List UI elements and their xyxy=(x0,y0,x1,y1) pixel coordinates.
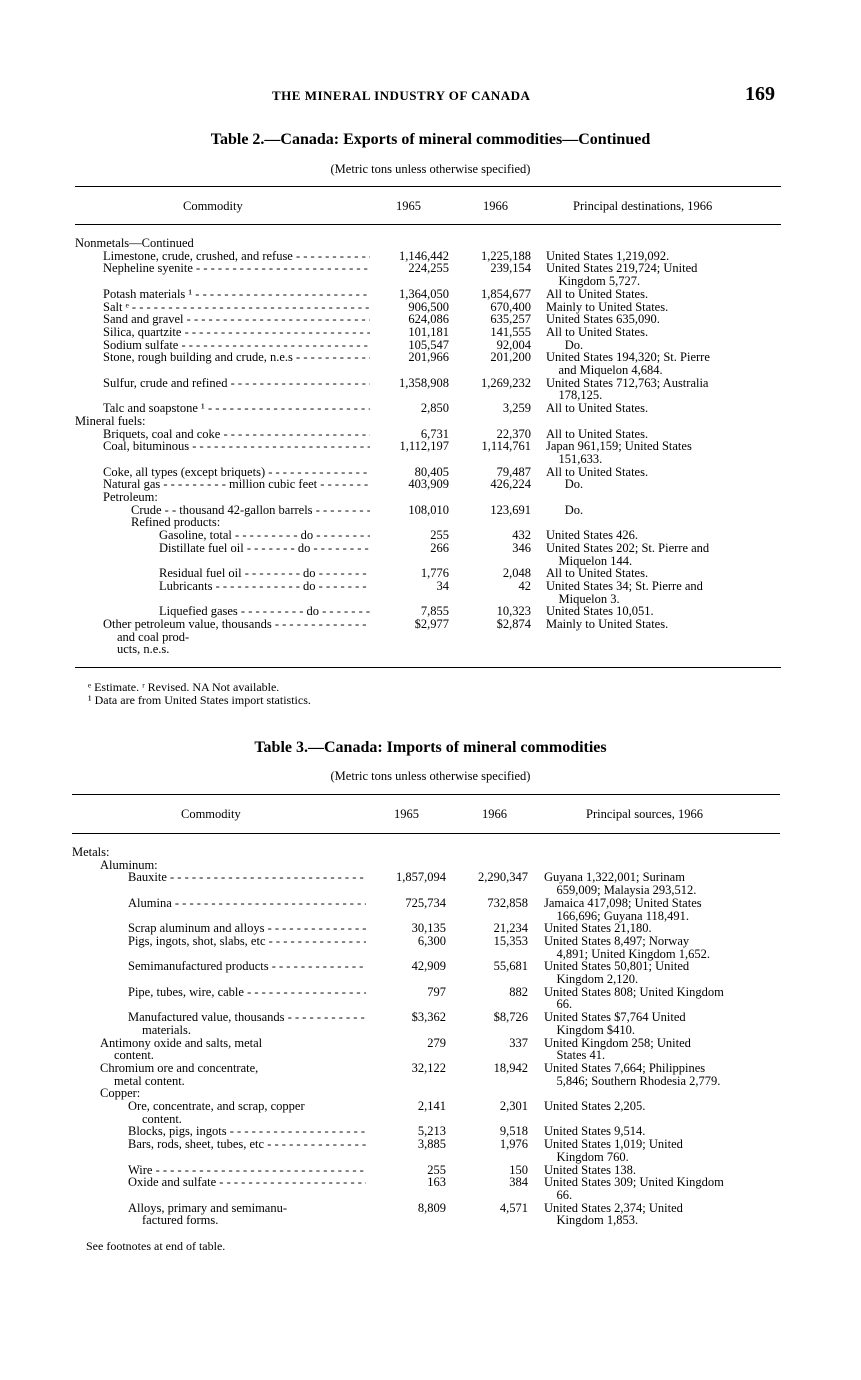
principal-destination: United States 808; United Kingdom xyxy=(544,984,724,999)
commodity-label: Chromium ore and concentrate, xyxy=(100,1060,259,1075)
commodity-label: Copper: xyxy=(100,1086,141,1101)
table-row xyxy=(0,643,861,656)
table-row xyxy=(0,377,861,390)
principal-destination: 166,696; Guyana 118,491. xyxy=(544,908,690,923)
table-row xyxy=(0,1024,861,1037)
principal-destination: 66. xyxy=(544,1187,573,1202)
commodity-label: Alumina - - - xyxy=(128,897,366,910)
value-1965: 2,141 xyxy=(417,1099,446,1113)
commodity-label: Pipe, tubes, wire, cable - - - xyxy=(128,986,366,999)
value-1965: 279 xyxy=(427,1035,446,1050)
value-1965: 1,364,050 xyxy=(399,286,449,301)
principal-destination: Kingdom 2,120. xyxy=(544,972,639,986)
principal-destination: Kingdom $410. xyxy=(544,1022,635,1037)
value-1966: 432 xyxy=(512,528,531,543)
principal-destination: Japan 961,159; United States xyxy=(546,439,692,454)
value-1966: $2,874 xyxy=(496,617,531,631)
value-1966: 42 xyxy=(518,578,531,593)
principal-destination: Kingdom 5,727. xyxy=(546,274,641,289)
commodity-label: Sand and gravel - - - xyxy=(103,313,370,326)
value-1966: 55,681 xyxy=(493,959,528,974)
commodity-label: content. xyxy=(114,1048,154,1063)
value-1966: 18,942 xyxy=(493,1060,528,1075)
principal-destination: Kingdom 760. xyxy=(544,1149,629,1164)
table2-col-destinations: Principal destinations, 1966 xyxy=(573,199,713,213)
commodity-label: Refined products: xyxy=(131,515,221,530)
table-row xyxy=(0,542,861,555)
value-1966: 1,225,188 xyxy=(481,248,531,263)
commodity-label: Ore, concentrate, and scrap, copper xyxy=(128,1099,305,1113)
principal-destination: United States 712,763; Australia xyxy=(546,375,709,390)
table-row xyxy=(0,567,861,580)
value-1966: 123,691 xyxy=(490,502,531,517)
value-1965: 725,734 xyxy=(405,895,446,910)
commodity-label: Stone, rough building and crude, n.e.s - - - xyxy=(103,351,370,364)
principal-destination: Mainly to United States. xyxy=(546,617,669,631)
commodity-label: content. xyxy=(142,1111,182,1126)
commodity-label: Lubricants - - - - - - - - - - - - do - - - xyxy=(159,580,370,593)
principal-destination: States 41. xyxy=(544,1048,606,1063)
value-1965: 8,809 xyxy=(417,1200,446,1215)
principal-destination: United States 9,514. xyxy=(544,1124,646,1139)
principal-destination: United States 10,051. xyxy=(546,604,654,619)
principal-destination: United States 50,801; United xyxy=(544,959,690,974)
commodity-label: Other petroleum value, thousands - - - xyxy=(103,618,370,631)
value-1965: 1,857,094 xyxy=(396,870,446,885)
principal-destination: All to United States. xyxy=(546,401,649,416)
value-1966: 79,487 xyxy=(496,464,531,479)
table-row xyxy=(0,935,861,948)
value-1965: 1,776 xyxy=(420,566,449,581)
table-row xyxy=(0,1100,861,1113)
table2-footnote-symbols: ᵉ Estimate. ʳ Revised. NA Not available. xyxy=(88,680,280,694)
value-1966: 141,555 xyxy=(490,324,531,339)
value-1966: 92,004 xyxy=(496,337,531,352)
value-1965: 3,885 xyxy=(417,1137,446,1152)
value-1966: 426,224 xyxy=(490,477,531,492)
commodity-label: Sulfur, crude and refined - - - xyxy=(103,377,370,390)
value-1965: 163 xyxy=(427,1175,446,1190)
principal-destination: Kingdom 1,853. xyxy=(544,1213,639,1228)
value-1965: 5,213 xyxy=(417,1124,446,1139)
commodity-label: Liquefied gases - - - - - - - - - do - - - xyxy=(159,605,370,618)
commodity-label: Nepheline syenite - - - xyxy=(103,262,370,275)
principal-destination: United States 1,019; United xyxy=(544,1137,683,1152)
value-1966: 2,290,347 xyxy=(478,870,528,885)
table2-footnote-1: ¹ Data are from United States import statistics. xyxy=(88,693,311,707)
table-row xyxy=(0,504,861,517)
value-1965: 224,255 xyxy=(408,261,449,276)
principal-destination: Guyana 1,322,001; Surinam xyxy=(544,870,685,885)
principal-destination: All to United States. xyxy=(546,324,649,339)
principal-destination: Miquelon 144. xyxy=(546,553,633,568)
commodity-label: Distillate fuel oil - - - - - - - do - - - xyxy=(159,542,370,555)
value-1966: 21,234 xyxy=(493,921,528,936)
principal-destination: Mainly to United States. xyxy=(546,299,669,314)
commodity-label: Salt ᵉ - - - xyxy=(103,301,370,314)
value-1965: 1,358,908 xyxy=(399,375,449,390)
table2-col-1965: 1965 xyxy=(396,199,421,213)
value-1965: 624,086 xyxy=(408,312,449,327)
principal-destination: 151,633. xyxy=(546,451,603,466)
value-1965: 6,300 xyxy=(417,933,446,948)
principal-destination: All to United States. xyxy=(546,286,649,301)
value-1965: 201,966 xyxy=(408,350,449,365)
commodity-label: Potash materials ¹ - - - xyxy=(103,288,370,301)
value-1966: 15,353 xyxy=(493,933,528,948)
commodity-label: Crude - - thousand 42-gallon barrels - - - xyxy=(131,504,370,517)
table3-header-rule xyxy=(72,833,780,834)
value-1966: 9,518 xyxy=(499,1124,528,1139)
commodity-label: metal content. xyxy=(114,1073,185,1088)
table-row xyxy=(0,1214,861,1227)
commodity-label: ucts, n.e.s. xyxy=(117,642,170,657)
value-1965: 2,850 xyxy=(420,401,449,416)
principal-destination: United Kingdom 258; United xyxy=(544,1035,691,1050)
principal-destination: United States 34; St. Pierre and xyxy=(546,578,703,593)
table-row xyxy=(0,440,861,453)
table-row xyxy=(0,1011,861,1024)
value-1966: $8,726 xyxy=(493,1010,528,1025)
table3-col-sources: Principal sources, 1966 xyxy=(586,807,703,821)
table-row xyxy=(0,897,861,910)
principal-destination: Jamaica 417,098; United States xyxy=(544,895,702,910)
commodity-label: Nonmetals—Continued xyxy=(75,236,194,250)
principal-destination: 178,125. xyxy=(546,388,603,403)
principal-destination: Do. xyxy=(546,337,584,352)
principal-destination: 5,846; Southern Rhodesia 2,779. xyxy=(544,1073,721,1088)
value-1966: 346 xyxy=(512,540,531,555)
commodity-label: Pigs, ingots, shot, slabs, etc - - - xyxy=(128,935,366,948)
value-1965: 906,500 xyxy=(408,299,449,314)
commodity-label: Sodium sulfate - - - xyxy=(103,339,370,352)
table2-subtitle: (Metric tons unless otherwise specified) xyxy=(330,162,531,176)
value-1966: 150 xyxy=(509,1162,528,1177)
value-1965: $2,977 xyxy=(414,617,449,631)
commodity-label: Bauxite - - - xyxy=(128,871,366,884)
value-1966: 882 xyxy=(509,984,528,999)
value-1965: 105,547 xyxy=(408,337,449,352)
principal-destination: United States 426. xyxy=(546,528,639,543)
page-number: 169 xyxy=(745,83,775,105)
principal-destination: All to United States. xyxy=(546,426,649,441)
value-1965: 32,122 xyxy=(411,1060,446,1075)
table-row xyxy=(0,351,861,364)
value-1965: 7,855 xyxy=(420,604,449,619)
commodity-label: Blocks, pigs, ingots - - - xyxy=(128,1125,366,1138)
commodity-label: Alloys, primary and semimanu- xyxy=(128,1200,287,1215)
value-1965: 101,181 xyxy=(408,324,449,339)
value-1966: 1,854,677 xyxy=(481,286,531,301)
principal-destination: Miquelon 3. xyxy=(546,591,620,606)
commodity-label: and coal prod- xyxy=(117,629,190,644)
commodity-label: Talc and soapstone ¹ - - - xyxy=(103,402,370,415)
commodity-label: Metals: xyxy=(72,845,110,859)
table-row xyxy=(0,326,861,339)
table-row xyxy=(0,986,861,999)
value-1965: 42,909 xyxy=(411,959,446,974)
running-head: THE MINERAL INDUSTRY OF CANADA xyxy=(272,88,531,103)
principal-destination: United States 309; United Kingdom xyxy=(544,1175,724,1190)
principal-destination: United States 1,219,092. xyxy=(546,248,670,263)
table3-see-footnotes: See footnotes at end of table. xyxy=(86,1239,226,1253)
commodity-label: materials. xyxy=(142,1022,191,1037)
commodity-label: Briquets, coal and coke - - - xyxy=(103,428,370,441)
value-1965: 266 xyxy=(430,540,449,555)
value-1965: 30,135 xyxy=(411,921,446,936)
value-1965: 108,010 xyxy=(408,502,449,517)
table2-header-rule xyxy=(75,224,781,225)
principal-destination: 66. xyxy=(544,997,573,1012)
value-1965: 403,909 xyxy=(408,477,449,492)
principal-destination: United States 2,374; United xyxy=(544,1200,683,1215)
table-row xyxy=(0,453,861,466)
principal-destination: United States 219,724; United xyxy=(546,261,698,276)
table3-col-1966: 1966 xyxy=(482,807,507,821)
commodity-label: Oxide and sulfate - - - xyxy=(128,1176,366,1189)
table-row xyxy=(0,415,861,428)
principal-destination: Do. xyxy=(546,502,584,517)
table-row xyxy=(0,288,861,301)
table-row xyxy=(0,1151,861,1164)
table2-title: Table 2.—Canada: Exports of mineral commodities—Continued xyxy=(210,131,651,148)
commodity-label: Semimanufactured products - - - xyxy=(128,960,366,973)
value-1965: 255 xyxy=(427,1162,446,1177)
value-1966: 384 xyxy=(509,1175,528,1190)
value-1966: 201,200 xyxy=(490,350,531,365)
principal-destination: and Miquelon 4,684. xyxy=(546,363,663,377)
table2-col-commodity: Commodity xyxy=(183,199,243,213)
table-row xyxy=(0,1202,861,1215)
principal-destination: 4,891; United Kingdom 1,652. xyxy=(544,946,710,961)
table-row xyxy=(0,580,861,593)
value-1966: 3,259 xyxy=(502,401,531,416)
principal-destination: United States $7,764 United xyxy=(544,1010,686,1025)
table2-bottom-rule xyxy=(75,667,781,668)
value-1966: 239,154 xyxy=(490,261,531,276)
commodity-label: Wire - - - xyxy=(128,1164,366,1177)
commodity-label: Coal, bituminous - - - xyxy=(103,440,370,453)
principal-destination: 659,009; Malaysia 293,512. xyxy=(544,883,697,898)
value-1965: 6,731 xyxy=(420,426,449,441)
commodity-label: Natural gas - - - - - - - - - million cubic feet - - - xyxy=(103,478,370,491)
table3-top-rule xyxy=(72,794,780,795)
commodity-label: Bars, rods, sheet, tubes, etc - - - xyxy=(128,1138,366,1151)
table-row xyxy=(0,960,861,973)
value-1966: 732,858 xyxy=(487,895,528,910)
value-1966: 337 xyxy=(509,1035,528,1050)
commodity-label: Petroleum: xyxy=(103,490,158,504)
commodity-label: Gasoline, total - - - - - - - - - do - - - xyxy=(159,529,370,542)
value-1965: 797 xyxy=(427,984,446,999)
value-1965: 34 xyxy=(436,578,449,593)
table3-title: Table 3.—Canada: Imports of mineral commodities xyxy=(254,739,607,756)
value-1965: 255 xyxy=(430,528,449,543)
value-1966: 4,571 xyxy=(499,1200,528,1215)
table3-col-1965: 1965 xyxy=(394,807,419,821)
table2-top-rule xyxy=(75,186,781,187)
principal-destination: Do. xyxy=(546,477,584,492)
value-1965: 80,405 xyxy=(414,464,449,479)
value-1966: 1,269,232 xyxy=(481,375,531,390)
table3-subtitle: (Metric tons unless otherwise specified) xyxy=(330,769,531,783)
table-row xyxy=(0,262,861,275)
commodity-label: Antimony oxide and salts, metal xyxy=(100,1035,263,1050)
table-row xyxy=(0,1138,861,1151)
commodity-label: Silica, quartzite - - - xyxy=(103,326,370,339)
value-1965: 1,146,442 xyxy=(399,248,449,263)
commodity-label: Scrap aluminum and alloys - - - xyxy=(128,922,366,935)
commodity-label: Coke, all types (except briquets) - - - xyxy=(103,466,370,479)
commodity-label: factured forms. xyxy=(142,1213,219,1228)
principal-destination: United States 194,320; St. Pierre xyxy=(546,350,710,365)
value-1966: 22,370 xyxy=(496,426,531,441)
table3-col-commodity: Commodity xyxy=(181,807,241,821)
value-1966: 2,301 xyxy=(499,1099,528,1113)
table2-col-1966: 1966 xyxy=(483,199,508,213)
principal-destination: United States 138. xyxy=(544,1162,637,1177)
commodity-label: Manufactured value, thousands - - - xyxy=(128,1011,366,1024)
principal-destination: United States 635,090. xyxy=(546,312,660,327)
principal-destination: United States 2,205. xyxy=(544,1099,646,1113)
value-1966: 2,048 xyxy=(502,566,531,581)
commodity-label: Aluminum: xyxy=(100,857,158,872)
value-1966: 1,114,761 xyxy=(481,439,531,454)
table-row xyxy=(0,1189,861,1202)
table-row xyxy=(0,1176,861,1189)
commodity-label: Mineral fuels: xyxy=(75,413,146,428)
value-1965: 1,112,197 xyxy=(399,439,449,454)
principal-destination: United States 202; St. Pierre and xyxy=(546,540,710,555)
commodity-label: Limestone, crude, crushed, and refuse - - - xyxy=(103,250,370,263)
table-row xyxy=(0,871,861,884)
principal-destination: United States 21,180. xyxy=(544,921,652,936)
table-row xyxy=(0,1062,861,1075)
commodity-label: Residual fuel oil - - - - - - - - do - - - xyxy=(159,567,370,580)
value-1966: 10,323 xyxy=(496,604,531,619)
principal-destination: United States 7,664; Philippines xyxy=(544,1060,706,1075)
principal-destination: All to United States. xyxy=(546,464,649,479)
principal-destination: All to United States. xyxy=(546,566,649,581)
value-1966: 1,976 xyxy=(499,1137,528,1152)
value-1966: 670,400 xyxy=(490,299,531,314)
principal-destination: United States 8,497; Norway xyxy=(544,933,690,948)
value-1965: $3,362 xyxy=(411,1010,446,1025)
value-1966: 635,257 xyxy=(490,312,531,327)
